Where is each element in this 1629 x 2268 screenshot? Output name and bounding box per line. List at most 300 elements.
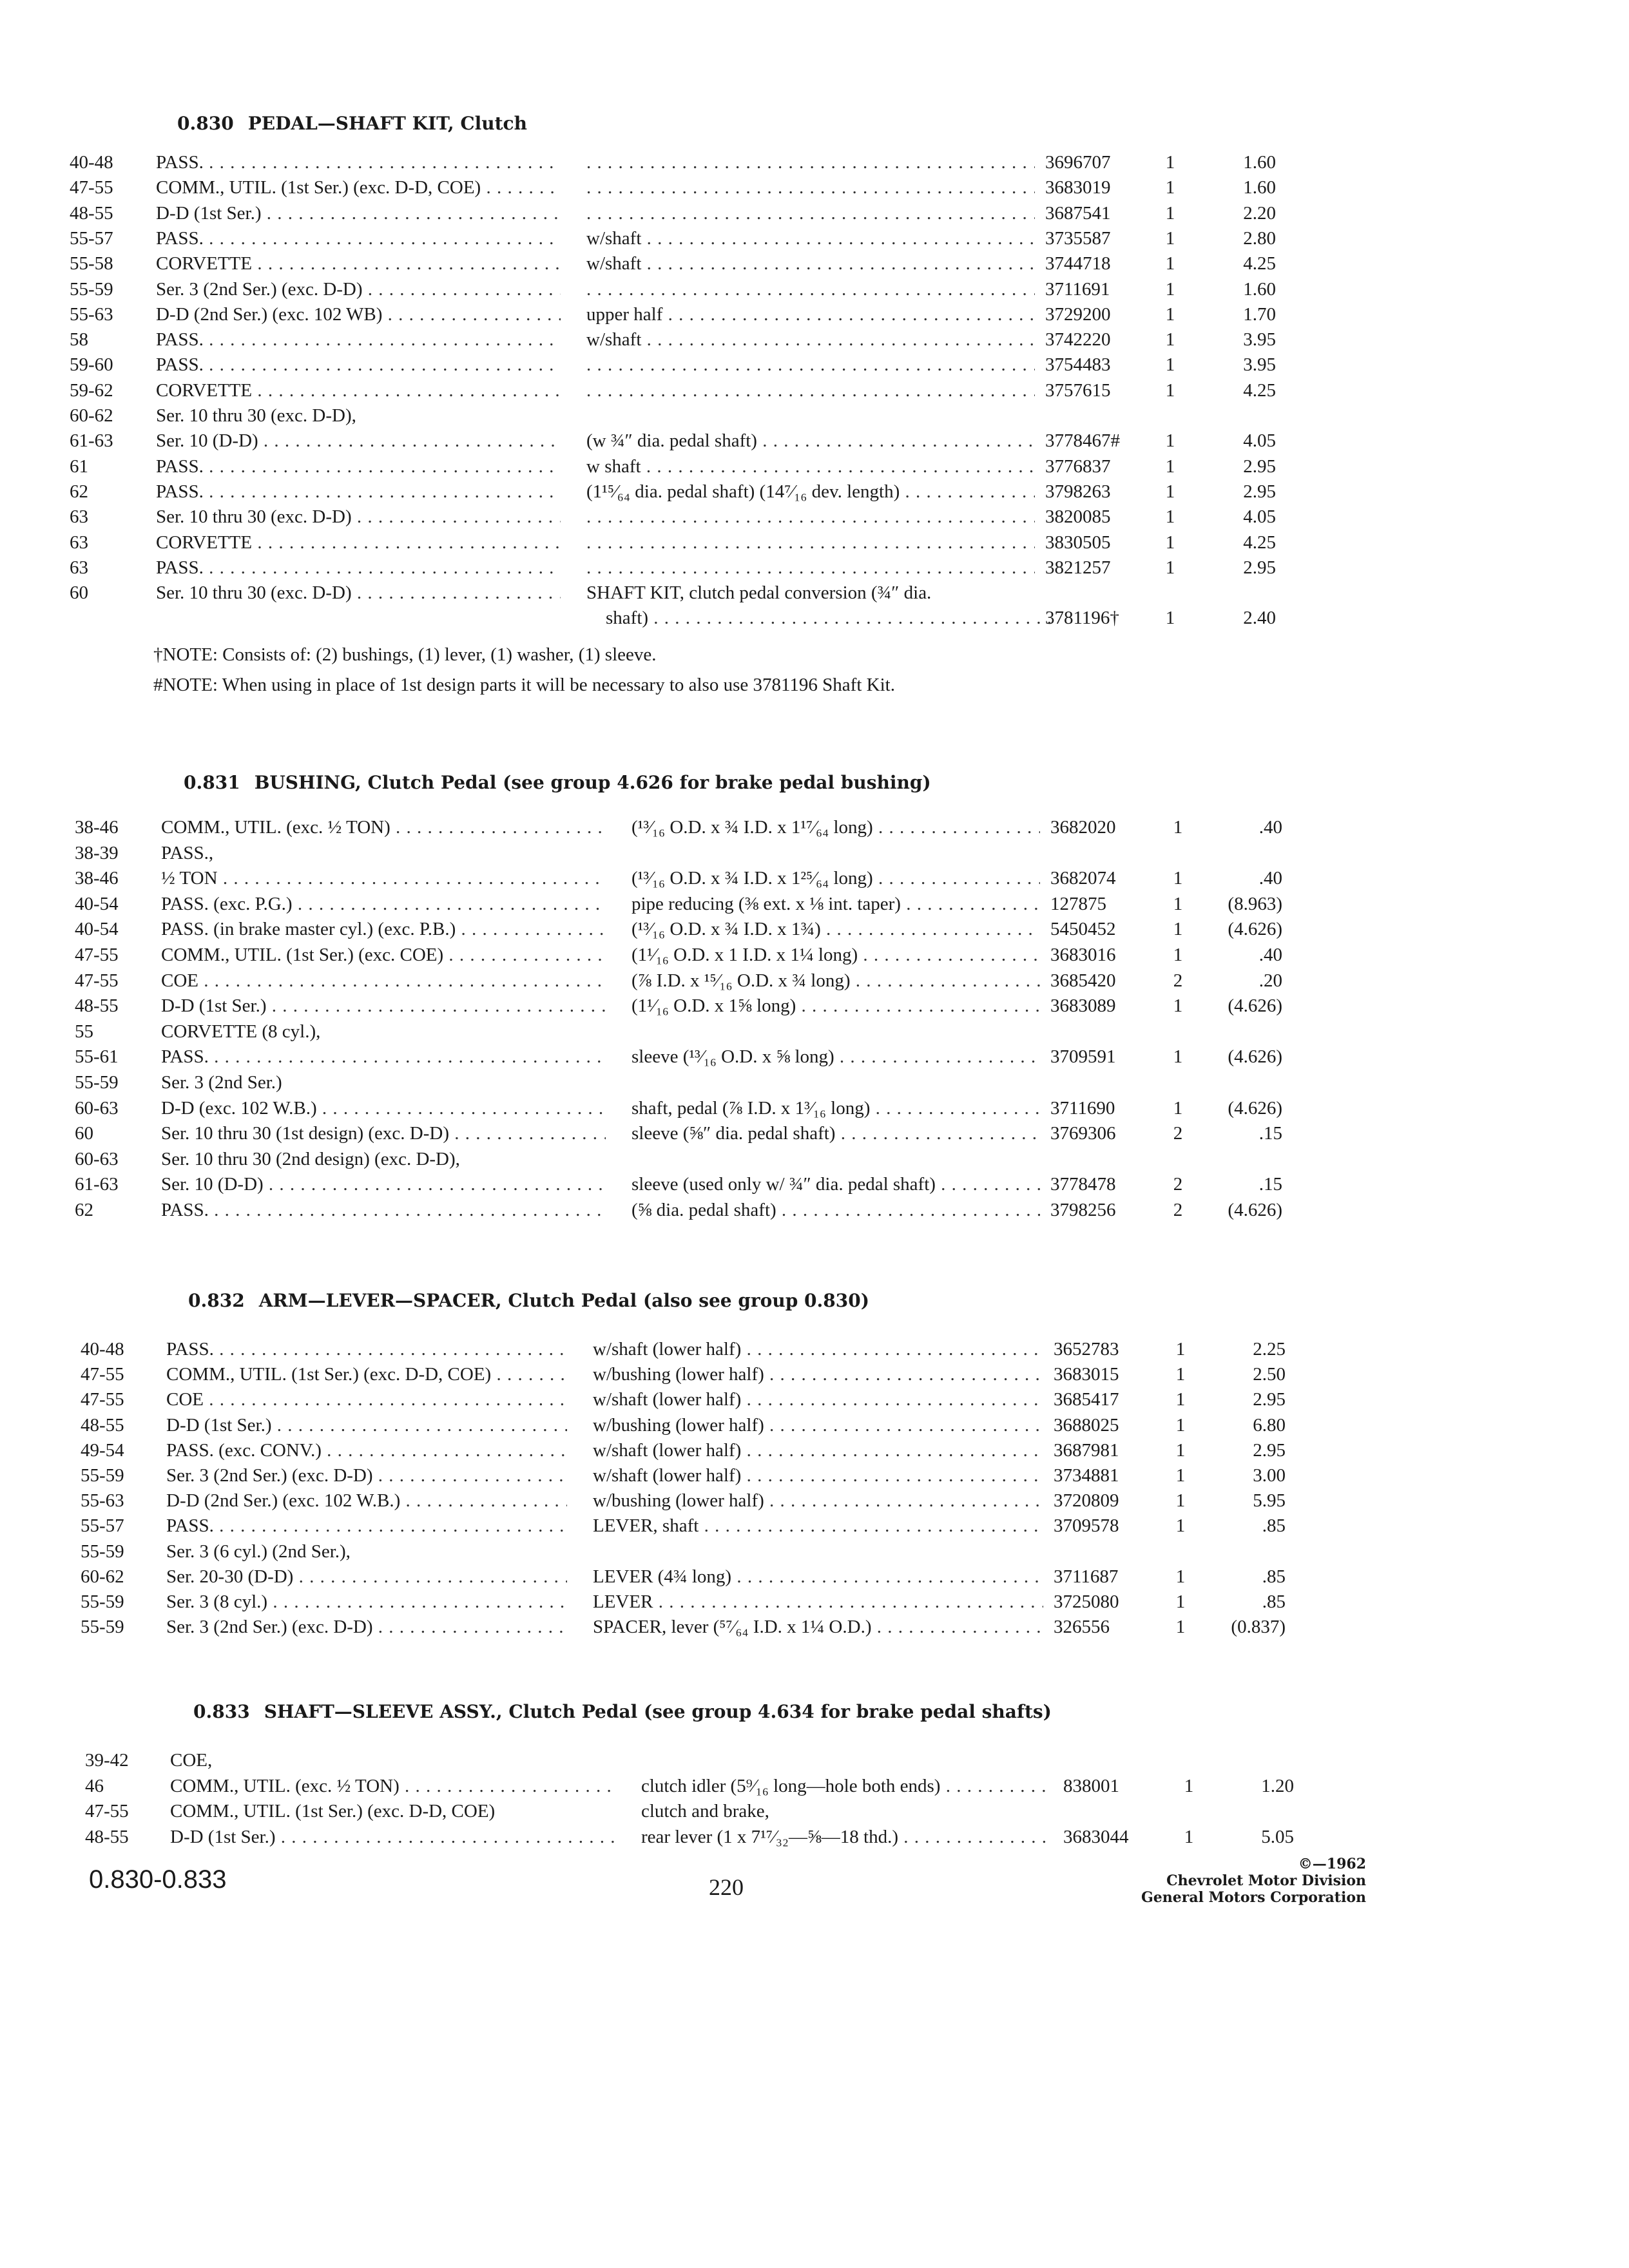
part-number: 3744718: [1045, 253, 1111, 274]
table-row: [0, 1827, 1629, 1851]
description-label: w/shaft . . .: [586, 253, 1035, 274]
table-row: [0, 1750, 1629, 1774]
section-title: BUSHING, Clutch Pedal (see group 4.626 for brake pedal bushing): [254, 772, 931, 793]
description-label: pipe reducing (⅜ ext. x ⅛ int. taper) . . .: [631, 894, 1040, 914]
application-text: [156, 405, 561, 427]
table-row: [0, 354, 1629, 379]
section-number: 0.831: [184, 772, 240, 793]
table-row: [0, 532, 1629, 557]
description-text: [586, 228, 1035, 249]
description-label: (1¹⁵⁄₆₄ dia. pedal shaft) (14⁷⁄₁₆ dev. length) . . .: [586, 481, 1035, 502]
part-number: 3682074: [1050, 868, 1116, 889]
table-row: [0, 1490, 1629, 1515]
description-label: (¹³⁄₁₆ O.D. x ¾ I.D. x 1²⁵⁄₆₄ long) . . .: [631, 868, 1040, 889]
description-label: shaft, pedal (⅞ I.D. x 1³⁄₁₆ long) . . .: [631, 1098, 1040, 1119]
table-row: [0, 1415, 1629, 1439]
application-text: [161, 843, 606, 864]
price: .85: [1262, 1515, 1286, 1537]
table-row: [0, 1591, 1629, 1616]
description-label: (w ¾″ dia. pedal shaft) . . .: [586, 430, 1035, 451]
application-text: [170, 1750, 615, 1771]
description-text: [593, 1591, 1043, 1613]
company-division: Chevrolet Motor Division: [1166, 1872, 1366, 1889]
description-label: w/shaft (lower half) . . .: [593, 1440, 1043, 1461]
model-year: 55-57: [70, 227, 113, 249]
model-year: 55-61: [75, 1046, 119, 1068]
part-number: 3778478: [1050, 1174, 1116, 1195]
quantity: 1: [1165, 354, 1175, 376]
copyright-year: ©—1962: [1298, 1856, 1366, 1872]
application-text: [170, 1801, 615, 1822]
quantity: 1: [1175, 1339, 1186, 1360]
description-label: sleeve (used only w/ ¾″ dia. pedal shaft) . . .: [631, 1174, 1040, 1195]
application-label: Ser. 10 (D-D) . . .: [156, 430, 561, 451]
price: (4.626): [1228, 919, 1282, 940]
model-year: 55-59: [81, 1591, 124, 1612]
application-label: PASS. (exc. P.G.) . . .: [161, 894, 606, 914]
price: .85: [1262, 1566, 1286, 1587]
description-label: sleeve (¹³⁄₁₆ O.D. x ⅝ long) . . .: [631, 1046, 1040, 1067]
price: .40: [1258, 945, 1282, 965]
description-text: [593, 1465, 1043, 1486]
price: 4.05: [1243, 506, 1276, 528]
quantity: 1: [1184, 1826, 1194, 1847]
application-label: PASS.,: [161, 842, 214, 863]
table-row: [0, 894, 1629, 918]
application-text: [156, 380, 561, 401]
price: (4.626): [1228, 1200, 1282, 1220]
quantity: 1: [1165, 303, 1175, 325]
part-number: 3682020: [1050, 817, 1116, 838]
application-text: [156, 279, 561, 300]
application-text: [161, 1200, 606, 1221]
application-label: Ser. 10 thru 30 (1st design) (exc. D-D) . . .: [161, 1123, 606, 1144]
price: 1.70: [1243, 303, 1276, 325]
table-row: [0, 177, 1629, 202]
part-number: 3735587: [1045, 227, 1111, 249]
model-year: 55-63: [81, 1490, 124, 1512]
part-number: 838001: [1063, 1775, 1119, 1796]
table-row: [0, 1617, 1629, 1641]
quantity: 1: [1184, 1775, 1194, 1796]
description-text: [593, 1440, 1043, 1461]
application-label: Ser. 10 thru 30 (exc. D-D),: [156, 405, 356, 426]
model-year: 63: [70, 557, 88, 578]
application-text: [166, 1415, 567, 1436]
model-year: 60-63: [75, 1097, 119, 1119]
application-text: [166, 1490, 567, 1512]
description-label: w/shaft . . .: [586, 228, 1035, 249]
price: .85: [1262, 1591, 1286, 1612]
table-row: [0, 329, 1629, 354]
application-label: Ser. 3 (2nd Ser.) (exc. D-D) . . .: [166, 1465, 567, 1486]
quantity: 1: [1165, 557, 1175, 578]
application-text: [156, 177, 561, 198]
model-year: 55: [75, 1021, 93, 1042]
description-text: [631, 945, 1040, 966]
application-text: [161, 817, 606, 838]
description-label: clutch and brake,: [641, 1801, 769, 1821]
part-number: 3734881: [1054, 1465, 1119, 1486]
section-number: 0.833: [193, 1701, 250, 1722]
quantity: 1: [1165, 608, 1175, 629]
table-row: [0, 843, 1629, 867]
table-row: [0, 919, 1629, 943]
section-title: SHAFT—SLEEVE ASSY., Clutch Pedal (see group 4.634 for brake pedal shafts): [264, 1701, 1052, 1722]
price: 1.60: [1243, 278, 1276, 300]
quantity: 1: [1165, 430, 1175, 452]
part-number: 3652783: [1054, 1339, 1119, 1360]
application-label: CORVETTE . . .: [156, 380, 561, 401]
part-number: 3711690: [1050, 1097, 1115, 1119]
quantity: 1: [1173, 995, 1183, 1017]
model-year: 55-59: [81, 1541, 124, 1562]
application-label: COMM., UTIL. (exc. ½ TON) . . .: [170, 1776, 615, 1796]
part-number: 3742220: [1045, 329, 1111, 351]
part-number: 3685417: [1054, 1389, 1119, 1410]
company-corporation: General Motors Corporation: [1141, 1889, 1366, 1906]
table-row: [0, 1123, 1629, 1148]
price: 2.95: [1243, 557, 1276, 578]
description-text: [593, 1389, 1043, 1410]
description-text: [593, 1515, 1043, 1537]
description-text: [586, 279, 1035, 300]
price: (0.837): [1231, 1617, 1286, 1638]
application-label: PASS. . . .: [161, 1046, 606, 1067]
application-text: [166, 1566, 567, 1588]
part-number: 3778467#: [1045, 430, 1120, 452]
part-number: 3685420: [1050, 970, 1116, 991]
description-text: [631, 1200, 1040, 1221]
section-heading: [193, 1701, 1052, 1722]
description-text: [593, 1490, 1043, 1512]
description-text: [586, 582, 1035, 604]
application-text: [161, 1046, 606, 1068]
quantity: 1: [1165, 227, 1175, 249]
quantity: 1: [1173, 1097, 1183, 1119]
application-label: PASS. . . .: [156, 329, 561, 350]
table-row: [0, 1339, 1629, 1363]
application-label: ½ TON . . .: [161, 868, 606, 889]
table-row: [0, 279, 1629, 303]
application-label: Ser. 3 (8 cyl.) . . .: [166, 1591, 567, 1612]
description-text: [586, 456, 1035, 477]
model-year: 60: [75, 1123, 93, 1144]
quantity: 1: [1173, 945, 1183, 965]
application-text: [156, 506, 561, 528]
description-text: [586, 203, 1035, 224]
application-text: [161, 1098, 606, 1119]
application-text: [156, 582, 561, 604]
description-text: [586, 380, 1035, 401]
table-row: [0, 1149, 1629, 1173]
quantity: 1: [1175, 1490, 1186, 1512]
quantity: 1: [1165, 380, 1175, 401]
application-text: [166, 1364, 567, 1385]
table-row: [0, 481, 1629, 506]
part-number: 3830505: [1045, 532, 1111, 553]
description-label: [586, 279, 1035, 300]
model-year: 60-62: [81, 1566, 124, 1587]
application-text: [156, 557, 561, 579]
application-label: Ser. 10 thru 30 (exc. D-D) . . .: [156, 582, 561, 603]
price: 4.05: [1243, 430, 1276, 452]
description-label: [586, 203, 1035, 224]
description-label: (¹³⁄₁₆ O.D. x ¾ I.D. x 1¾) . . .: [631, 919, 1040, 939]
price: 1.60: [1243, 177, 1276, 198]
application-text: [166, 1465, 567, 1486]
price: 3.95: [1243, 354, 1276, 376]
description-label: LEVER (4¾ long) . . .: [593, 1566, 1043, 1587]
quantity: 2: [1173, 1123, 1183, 1144]
description-label: (1¹⁄₁₆ O.D. x 1 I.D. x 1¼ long) . . .: [631, 945, 1040, 965]
application-label: D-D (2nd Ser.) (exc. 102 WB) . . .: [156, 304, 561, 325]
model-year: 61-63: [70, 430, 113, 452]
description-label: w/shaft (lower half) . . .: [593, 1389, 1043, 1410]
description-label: LEVER, shaft . . .: [593, 1515, 1043, 1536]
part-number: 3711691: [1045, 278, 1110, 300]
table-row: [0, 1541, 1629, 1566]
quantity: 1: [1175, 1414, 1186, 1436]
table-row: [0, 304, 1629, 329]
model-year: 38-46: [75, 817, 119, 838]
price: 4.25: [1243, 380, 1276, 401]
part-number: 3683019: [1045, 177, 1111, 198]
application-text: [161, 894, 606, 915]
description-text: [631, 1046, 1040, 1068]
model-year: 62: [70, 481, 88, 502]
application-label: COMM., UTIL. (exc. ½ TON) . . .: [161, 817, 606, 838]
quantity: 1: [1175, 1566, 1186, 1587]
description-label: shaft) . . .: [606, 608, 1054, 628]
copyright-block: [1108, 1856, 1366, 1906]
description-text: [641, 1827, 1053, 1848]
application-text: [156, 532, 561, 553]
application-text: [161, 995, 606, 1017]
quantity: 1: [1165, 481, 1175, 502]
model-year: 40-48: [81, 1339, 124, 1360]
quantity: 1: [1173, 919, 1183, 940]
model-year: 40-48: [70, 152, 113, 173]
part-number: 3720809: [1054, 1490, 1119, 1512]
description-label: SHAFT KIT, clutch pedal conversion (¾″ dia.: [586, 582, 932, 604]
description-text: [586, 532, 1035, 553]
part-number: 326556: [1054, 1617, 1110, 1638]
price: (8.963): [1228, 893, 1282, 914]
model-year: 46: [85, 1775, 104, 1796]
part-number: 3711687: [1054, 1566, 1119, 1587]
price: 2.40: [1243, 608, 1276, 629]
part-number: 3754483: [1045, 354, 1111, 376]
table-row: [0, 817, 1629, 841]
table-row: [0, 582, 1629, 607]
description-text: [586, 430, 1035, 452]
model-year: 59-62: [70, 380, 113, 401]
part-number: 3729200: [1045, 303, 1111, 325]
application-text: [156, 354, 561, 376]
application-label: COE . . .: [161, 970, 606, 991]
application-label: PASS. . . .: [156, 456, 561, 477]
quantity: 1: [1165, 152, 1175, 173]
quantity: 1: [1173, 868, 1183, 889]
table-row: [0, 1021, 1629, 1046]
application-text: [156, 152, 561, 173]
quantity: 1: [1175, 1389, 1186, 1410]
application-label: Ser. 20-30 (D-D) . . .: [166, 1566, 567, 1587]
application-label: D-D (1st Ser.) . . .: [166, 1415, 567, 1436]
part-number: 3687541: [1045, 202, 1111, 224]
table-row: [0, 228, 1629, 253]
application-label: Ser. 10 (D-D) . . .: [161, 1174, 606, 1195]
application-text: [161, 1149, 606, 1170]
part-number: 3757615: [1045, 380, 1111, 401]
price: .40: [1258, 817, 1282, 838]
application-text: [161, 945, 606, 966]
part-number: 3683016: [1050, 945, 1116, 965]
price: 2.95: [1253, 1389, 1286, 1410]
application-label: Ser. 3 (6 cyl.) (2nd Ser.),: [166, 1541, 351, 1562]
description-text: [593, 1617, 1043, 1638]
table-row: [0, 945, 1629, 969]
part-number: 3781196†: [1045, 608, 1119, 629]
quantity: 1: [1165, 506, 1175, 528]
application-label: PASS. . . .: [156, 354, 561, 375]
part-number: 5450452: [1050, 919, 1116, 940]
description-label: [586, 152, 1035, 173]
application-text: [156, 228, 561, 249]
description-text: [631, 970, 1040, 992]
model-year: 40-54: [75, 919, 119, 940]
price: 4.25: [1243, 253, 1276, 274]
price: (4.626): [1228, 1097, 1282, 1119]
application-label: PASS. . . .: [156, 152, 561, 173]
description-text: [586, 177, 1035, 198]
table-row: [0, 1389, 1629, 1414]
application-label: D-D (2nd Ser.) (exc. 102 W.B.) . . .: [166, 1490, 567, 1511]
description-label: (⅝ dia. pedal shaft) . . .: [631, 1200, 1040, 1220]
description-label: LEVER . . .: [593, 1591, 1043, 1612]
part-number: 3820085: [1045, 506, 1111, 528]
model-year: 48-55: [85, 1826, 129, 1847]
model-year: 55-59: [81, 1617, 124, 1638]
application-label: PASS. (in brake master cyl.) (exc. P.B.) . . .: [161, 919, 606, 939]
description-text: [631, 894, 1040, 915]
price: .40: [1258, 868, 1282, 889]
description-text: [586, 481, 1035, 503]
price: 1.60: [1243, 152, 1276, 173]
application-text: [166, 1617, 567, 1638]
table-row: [0, 1440, 1629, 1465]
table-row: [0, 380, 1629, 405]
price: 2.95: [1243, 481, 1276, 502]
model-year: 55-59: [75, 1072, 119, 1093]
description-label: [586, 354, 1035, 375]
description-text: [586, 152, 1035, 173]
model-year: 38-46: [75, 868, 119, 889]
description-text: [631, 995, 1040, 1017]
application-label: COE,: [170, 1750, 213, 1771]
quantity: 1: [1175, 1515, 1186, 1537]
model-year: 48-55: [75, 995, 119, 1017]
quantity: 1: [1165, 329, 1175, 351]
description-label: (⅞ I.D. x ¹⁵⁄₁₆ O.D. x ¾ long) . . .: [631, 970, 1040, 991]
page-number: 220: [709, 1874, 744, 1900]
part-number: 127875: [1050, 893, 1106, 914]
application-label: PASS. . . .: [161, 1200, 606, 1220]
model-year: 59-60: [70, 354, 113, 376]
part-number: 3798256: [1050, 1200, 1116, 1220]
section-heading: [188, 1290, 869, 1311]
part-number: 3683044: [1063, 1826, 1129, 1847]
description-label: sleeve (⅝″ dia. pedal shaft) . . .: [631, 1123, 1040, 1144]
application-label: Ser. 3 (2nd Ser.) (exc. D-D) . . .: [156, 279, 561, 300]
model-year: 58: [70, 329, 88, 351]
description-label: clutch idler (5⁹⁄₁₆ long—hole both ends) . . .: [641, 1776, 1053, 1796]
description-label: [586, 557, 1035, 578]
table-row: [0, 203, 1629, 227]
table-row: [0, 152, 1629, 177]
description-text: [586, 304, 1035, 325]
application-text: [156, 456, 561, 477]
table-row: [0, 1776, 1629, 1800]
description-text: [641, 1801, 1053, 1822]
description-label: [586, 177, 1035, 198]
description-text: [631, 1123, 1040, 1144]
description-text: [586, 253, 1035, 274]
application-text: [161, 919, 606, 940]
description-text: [586, 329, 1035, 351]
section-note: #NOTE: When using in place of 1st design parts it will be necessary to also use 3781196 Shaft Kit.: [153, 675, 895, 695]
application-text: [166, 1541, 567, 1562]
application-label: COMM., UTIL. (1st Ser.) (exc. D-D, COE): [170, 1801, 496, 1821]
application-text: [166, 1339, 567, 1360]
price: 4.25: [1243, 532, 1276, 553]
application-text: [156, 203, 561, 224]
application-label: Ser. 10 thru 30 (2nd design) (exc. D-D),: [161, 1148, 460, 1169]
table-row: [0, 557, 1629, 582]
description-text: [593, 1566, 1043, 1588]
section-note: †NOTE: Consists of: (2) bushings, (1) lever, (1) washer, (1) sleeve.: [153, 644, 657, 665]
price: 2.20: [1243, 202, 1276, 224]
price: 2.25: [1253, 1339, 1286, 1360]
model-year: 48-55: [81, 1414, 124, 1436]
application-text: [156, 253, 561, 274]
quantity: 1: [1175, 1364, 1186, 1385]
application-text: [161, 1174, 606, 1195]
section-heading: [184, 772, 931, 793]
part-number: 3709578: [1054, 1515, 1119, 1537]
description-text: [586, 608, 1054, 629]
application-label: PASS. . . .: [166, 1515, 567, 1536]
quantity: 1: [1165, 532, 1175, 553]
description-text: [586, 557, 1035, 579]
quantity: 1: [1175, 1617, 1186, 1638]
application-text: [161, 1072, 606, 1093]
application-label: COMM., UTIL. (1st Ser.) (exc. D-D, COE) . . .: [156, 177, 561, 198]
description-label: w shaft . . .: [586, 456, 1035, 477]
description-text: [641, 1776, 1053, 1797]
quantity: 2: [1173, 1174, 1183, 1195]
price: 5.05: [1261, 1826, 1294, 1847]
description-label: w/shaft . . .: [586, 329, 1035, 350]
description-text: [593, 1364, 1043, 1385]
model-year: 47-55: [81, 1389, 124, 1410]
table-row: [0, 430, 1629, 455]
application-text: [156, 481, 561, 503]
application-label: D-D (1st Ser.) . . .: [170, 1827, 615, 1847]
application-text: [161, 1123, 606, 1144]
description-label: rear lever (1 x 7¹⁷⁄₃₂—⅝—18 thd.) . . .: [641, 1827, 1053, 1847]
